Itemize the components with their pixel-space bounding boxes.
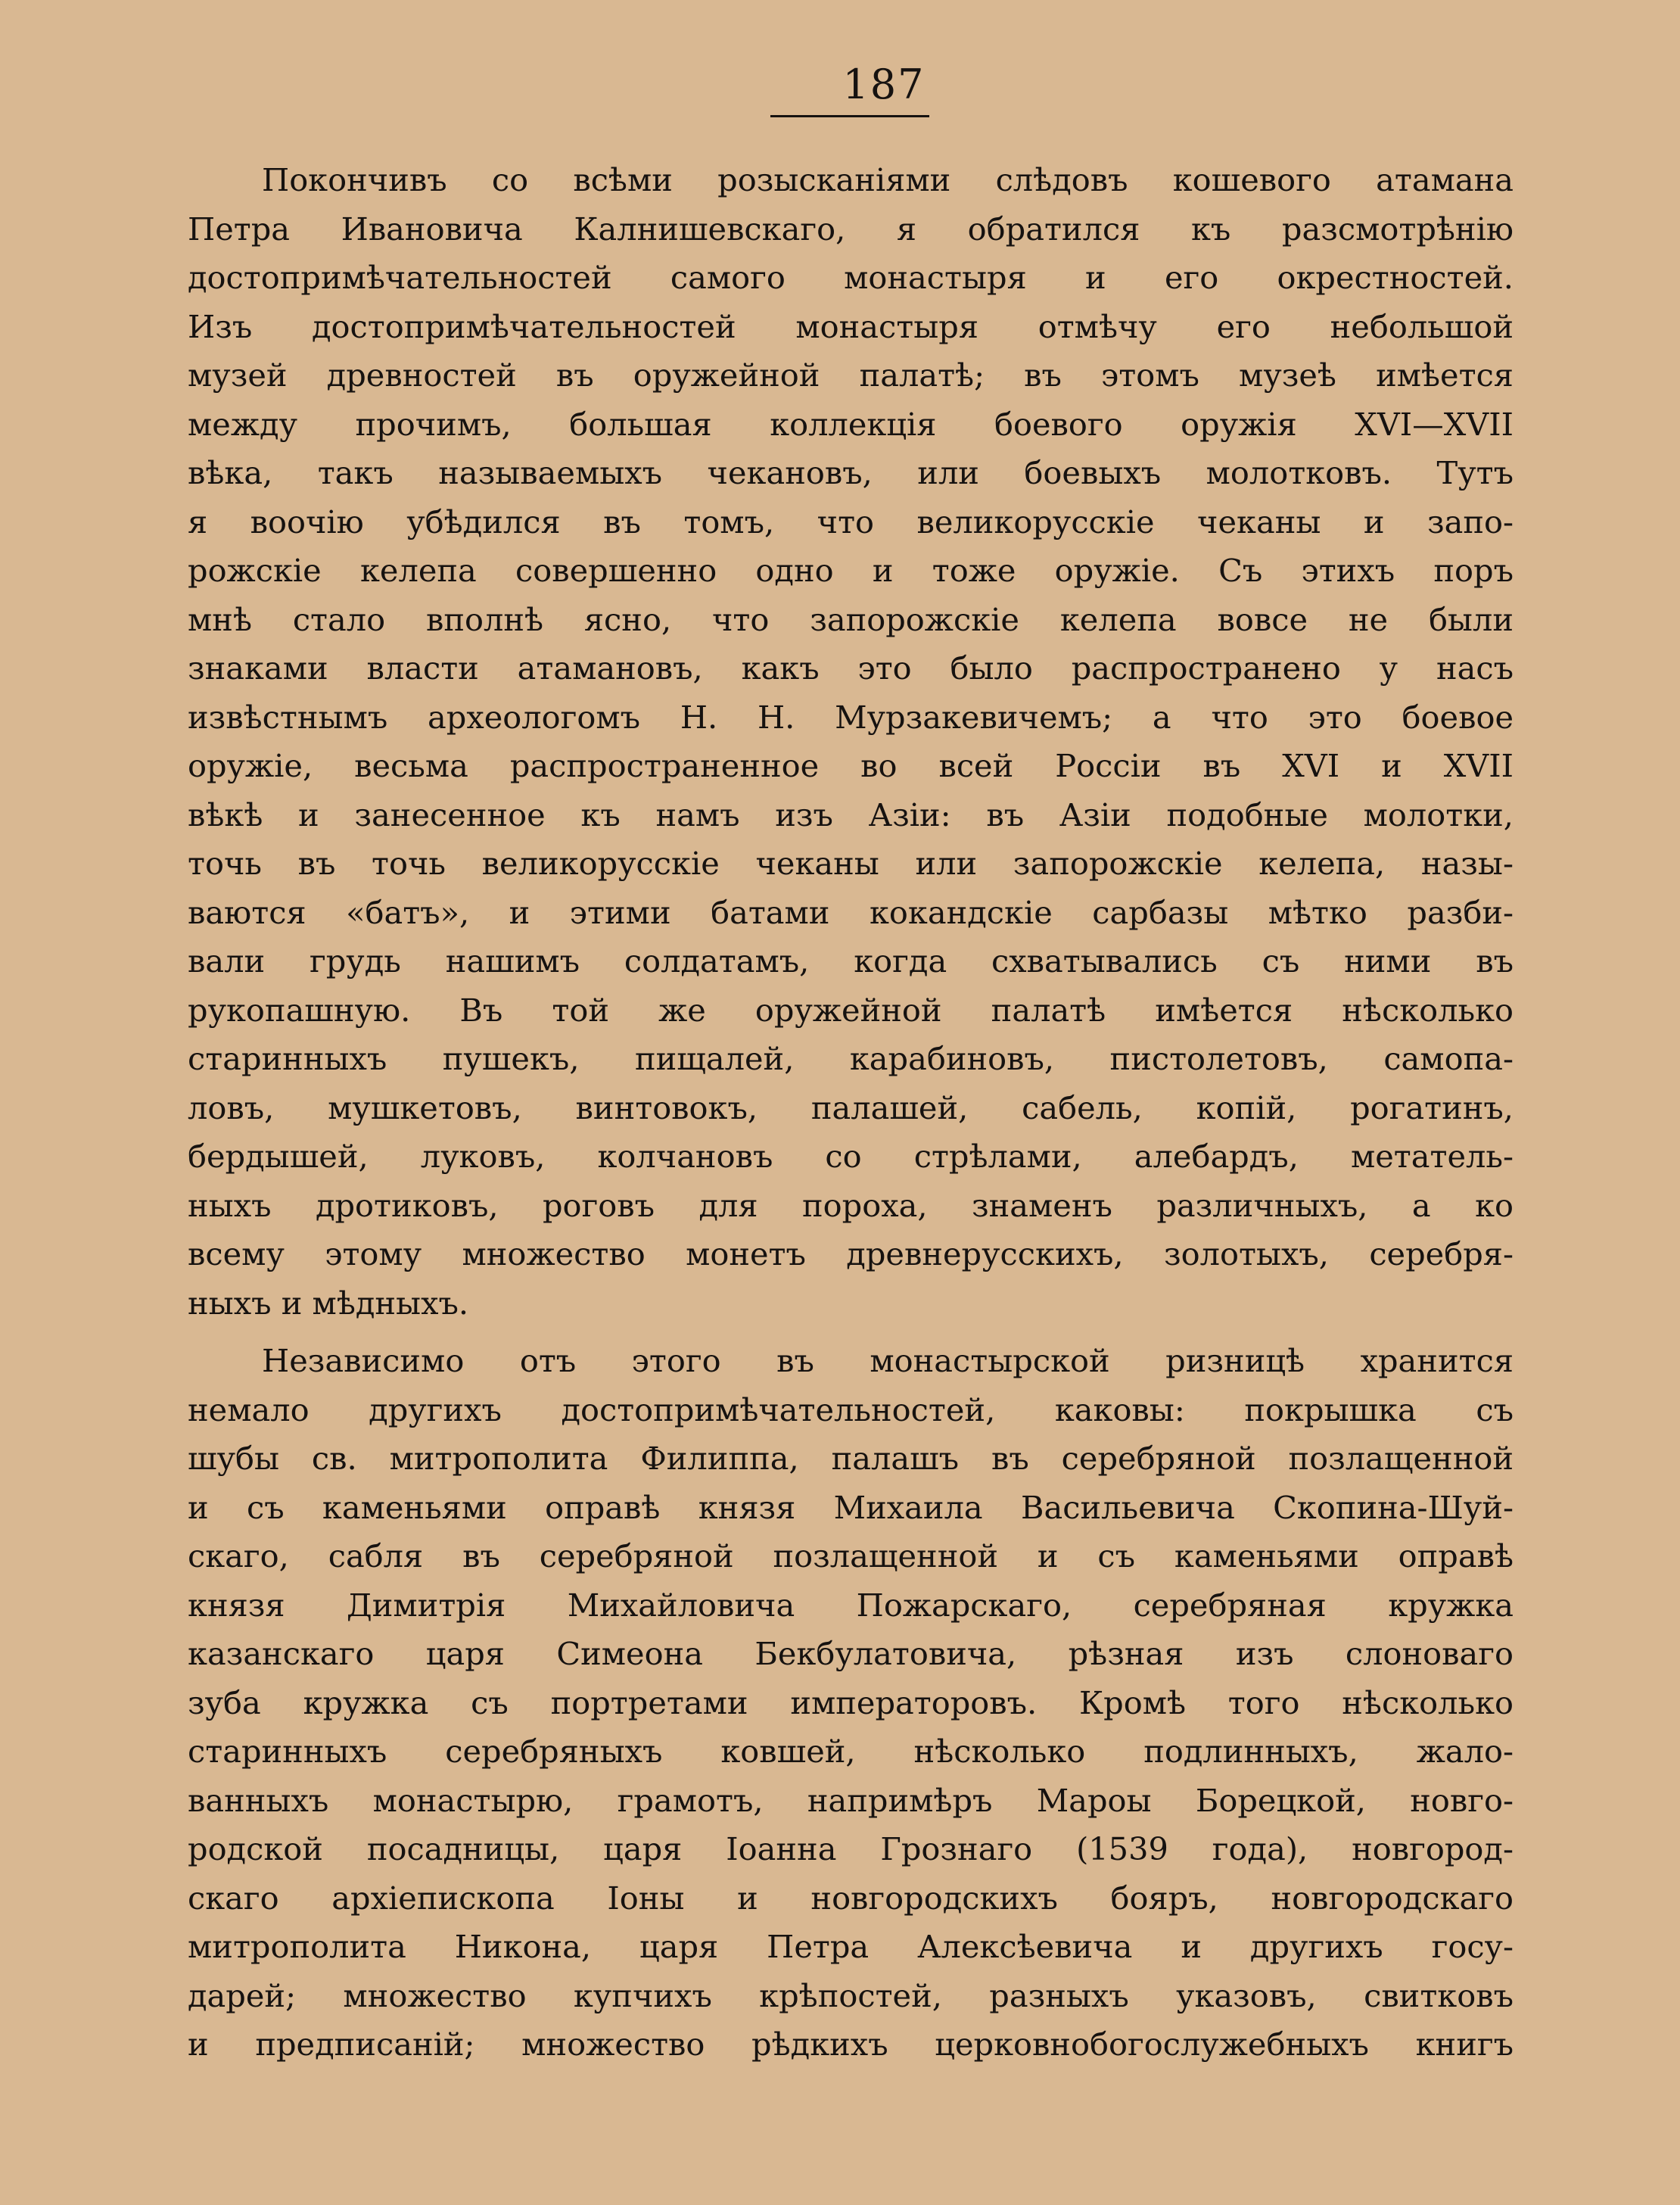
text-line: и съ каменьями оправѣ князя Михаила Васильевича Скопина-Шуй- [188,1488,1514,1526]
text-line: скаго, сабля въ серебряной позлащенной и съ каменьями оправѣ [188,1537,1514,1574]
text-line: вали грудь нашимъ солдатамъ, когда схватывались съ ними въ [188,942,1514,979]
text-line: Петра Ивановича Калнишевскаго, я обратился къ разсмотрѣнію [188,210,1514,248]
text-line: точь въ точь великорусскіе чеканы или запорожскіе келепа, назы- [188,845,1514,882]
text-line: ныхъ и мѣдныхъ. [188,1284,469,1322]
text-line: извѣстнымъ археологомъ Н. Н. Мурзакевичемъ; а что это боевое [188,698,1514,736]
document-page [188,53,1514,2157]
paragraph-1 [188,156,1514,1328]
text-line: скаго архіепископа Іоны и новгородскихъ бояръ, новгородскаго [188,1879,1514,1917]
text-line: ваются «батъ», и этими батами кокандскіе сарбазы мѣтко разби- [188,893,1514,931]
text-line: бердышей, луковъ, колчановъ со стрѣлами, алебардъ, метатель- [188,1138,1514,1175]
text-line: дарей; множество купчихъ крѣпостей, разныхъ указовъ, свитковъ [188,1976,1514,2014]
text-line: я воочію убѣдился въ томъ, что великорусскіе чеканы и запо- [188,503,1514,540]
text-line: старинныхъ серебряныхъ ковшей, нѣсколько подлинныхъ, жало- [188,1733,1514,1770]
text-line: знаками власти атамановъ, какъ это было распространено у насъ [188,649,1514,687]
text-line: музей древностей въ оружейной палатѣ; въ этомъ музеѣ имѣется [188,357,1514,394]
text-line: казанскаго царя Симеона Бекбулатовича, рѣзная изъ слоноваго [188,1635,1514,1672]
paragraph-2 [188,1337,1514,2070]
text-line: князя Димитрія Михайловича Пожарскаго, серебряная кружка [188,1586,1514,1624]
text-line: Независимо отъ этого въ монастырской ризницѣ хранится [262,1342,1514,1379]
page-number: 187 [842,61,926,108]
text-line: Изъ достопримѣчательностей монастыря отмѣчу его небольшой [188,307,1514,345]
text-line: рукопашную. Въ той же оружейной палатѣ имѣется нѣсколько [188,991,1514,1029]
text-line: ванныхъ монастырю, грамотъ, напримѣръ Мароы Борецкой, новго- [188,1781,1514,1819]
text-line: вѣкѣ и занесенное къ намъ изъ Азіи: въ Азіи подобные молотки, [188,796,1514,833]
text-line: и предписаній; множество рѣдкихъ церковнобогослужебныхъ книгъ [188,2026,1514,2063]
text-line: всему этому множество монетъ древнерусскихъ, золотыхъ, серебря- [188,1235,1514,1272]
text-line: старинныхъ пушекъ, пищалей, карабиновъ, пистолетовъ, самопа- [188,1040,1514,1077]
page-number-rule [770,115,929,117]
body-text [188,156,1514,2079]
text-line: ныхъ дротиковъ, роговъ для пороха, знаменъ различныхъ, а ко [188,1186,1514,1224]
text-line: митрополита Никона, царя Петра Алексѣевича и другихъ госу- [188,1928,1514,1965]
text-line: зуба кружка съ портретами императоровъ. Кромѣ того нѣсколько [188,1683,1514,1721]
text-line: рожскіе келепа совершенно одно и тоже оружіе. Съ этихъ поръ [188,552,1514,589]
text-line: мнѣ стало вполнѣ ясно, что запорожскіе келепа вовсе не были [188,600,1514,638]
text-line: достопримѣчательностей самого монастыря и его окрестностей. [188,259,1514,296]
text-line: между прочимъ, большая коллекція боевого оружія XVI—XVII [188,405,1514,443]
text-line: вѣка, такъ называемыхъ чекановъ, или боевыхъ молотковъ. Тутъ [188,454,1514,491]
text-line: ловъ, мушкетовъ, винтовокъ, палашей, сабель, копій, рогатинъ, [188,1088,1514,1126]
text-line: оружіе, весьма распространенное во всей Россіи въ XVI и XVII [188,747,1514,784]
text-line: шубы св. митрополита Филиппа, палашъ въ серебряной позлащенной [188,1440,1514,1477]
text-line: немало другихъ достопримѣчательностей, каковы: покрышка съ [188,1391,1514,1428]
text-line: родской посадницы, царя Іоанна Грознаго (1539 года), новгород- [188,1830,1514,1867]
text-line: Покончивъ со всѣми розысканіями слѣдовъ кошевого атамана [262,161,1514,198]
